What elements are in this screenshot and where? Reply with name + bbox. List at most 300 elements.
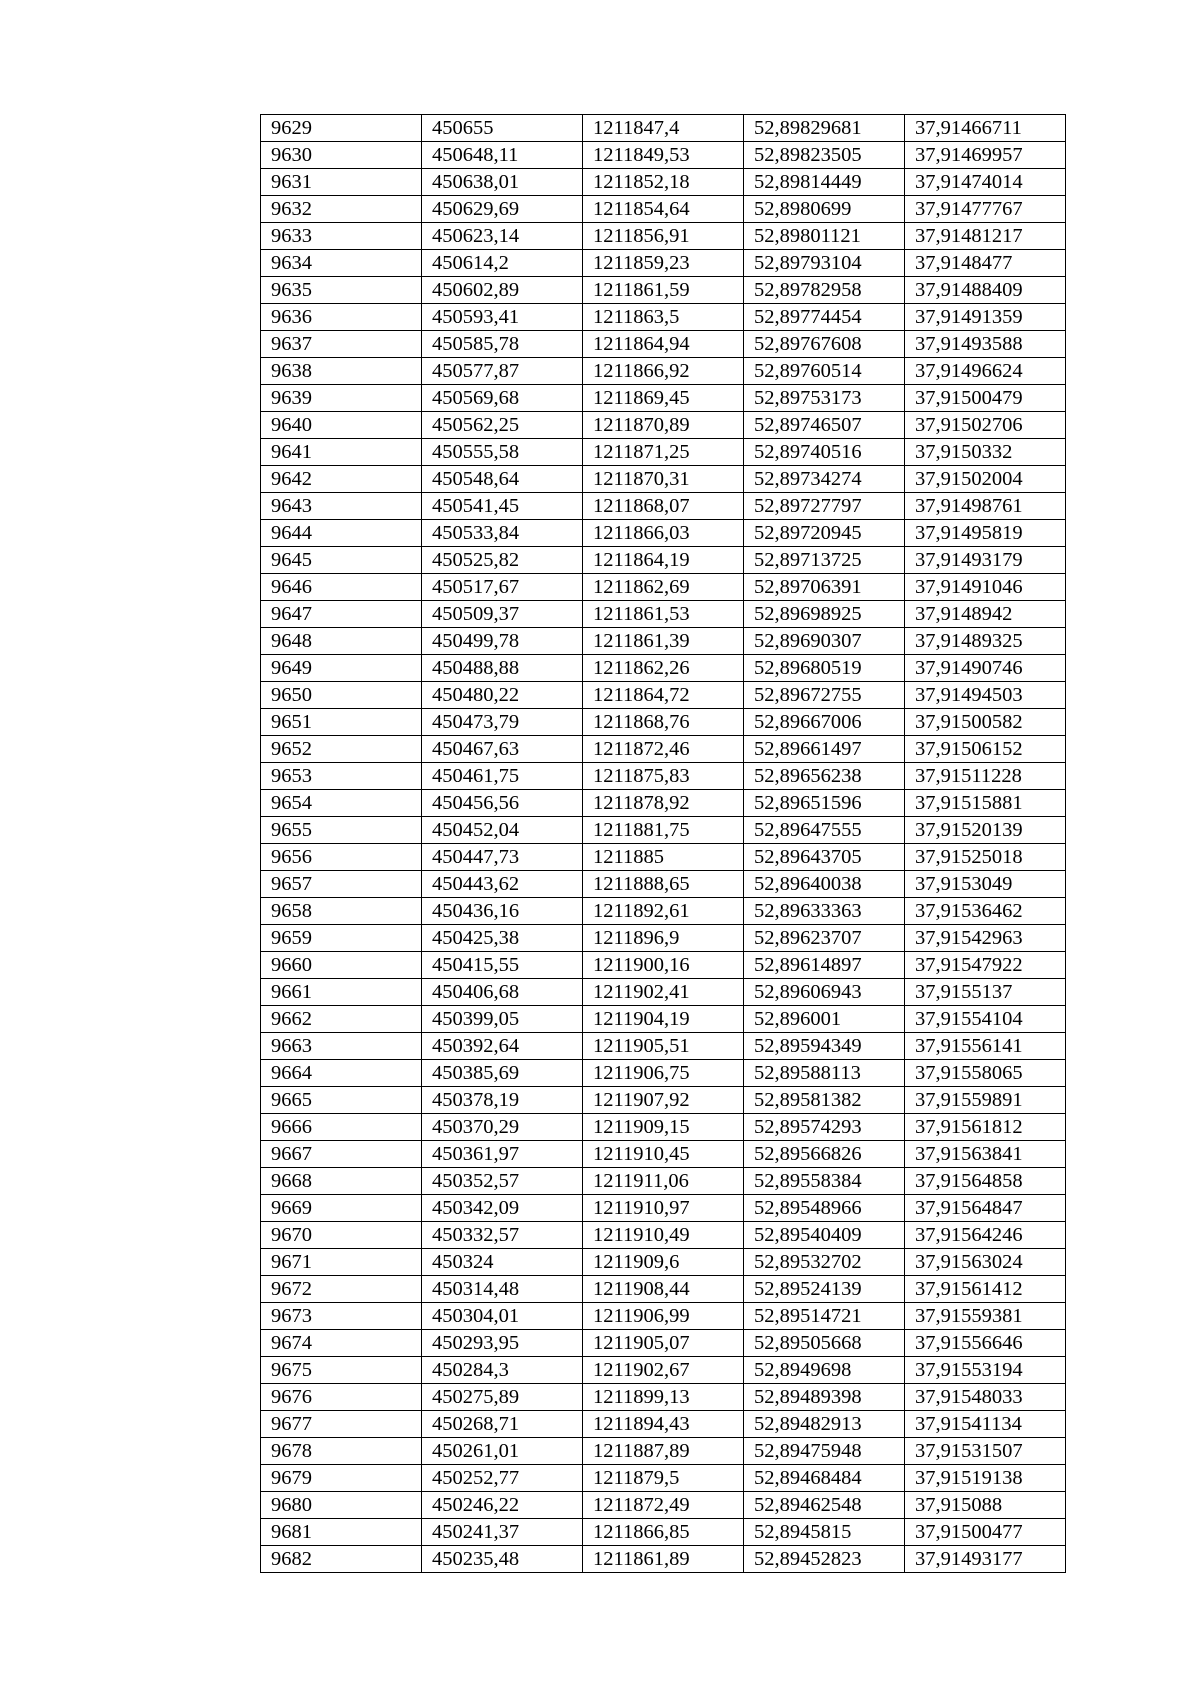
y-coordinate-cell: 1211868,07 [583,493,744,520]
x-coordinate-cell: 450509,37 [422,601,583,628]
y-coordinate-cell: 1211871,25 [583,439,744,466]
point-number-cell: 9673 [261,1303,422,1330]
y-coordinate-cell: 1211872,46 [583,736,744,763]
x-coordinate-cell: 450648,11 [422,142,583,169]
table-row [261,223,1066,250]
table-row [261,628,1066,655]
x-coordinate-cell: 450370,29 [422,1114,583,1141]
y-coordinate-cell: 1211859,23 [583,250,744,277]
x-coordinate-cell: 450392,64 [422,1033,583,1060]
latitude-cell: 52,89823505 [744,142,905,169]
latitude-cell: 52,89672755 [744,682,905,709]
point-number-cell: 9638 [261,358,422,385]
x-coordinate-cell: 450436,16 [422,898,583,925]
table-row [261,304,1066,331]
y-coordinate-cell: 1211869,45 [583,385,744,412]
x-coordinate-cell: 450577,87 [422,358,583,385]
latitude-cell: 52,89475948 [744,1438,905,1465]
latitude-cell: 52,89698925 [744,601,905,628]
latitude-cell: 52,89746507 [744,412,905,439]
longitude-cell: 37,9153049 [905,871,1066,898]
point-number-cell: 9680 [261,1492,422,1519]
point-number-cell: 9658 [261,898,422,925]
latitude-cell: 52,89753173 [744,385,905,412]
table-row [261,439,1066,466]
longitude-cell: 37,91481217 [905,223,1066,250]
latitude-cell: 52,89532702 [744,1249,905,1276]
y-coordinate-cell: 1211863,5 [583,304,744,331]
longitude-cell: 37,91488409 [905,277,1066,304]
x-coordinate-cell: 450314,48 [422,1276,583,1303]
table-row [261,790,1066,817]
x-coordinate-cell: 450614,2 [422,250,583,277]
x-coordinate-cell: 450246,22 [422,1492,583,1519]
table-row [261,1438,1066,1465]
y-coordinate-cell: 1211910,49 [583,1222,744,1249]
x-coordinate-cell: 450467,63 [422,736,583,763]
x-coordinate-cell: 450602,89 [422,277,583,304]
latitude-cell: 52,89767608 [744,331,905,358]
latitude-cell: 52,89782958 [744,277,905,304]
longitude-cell: 37,91520139 [905,817,1066,844]
latitude-cell: 52,89468484 [744,1465,905,1492]
table-row [261,601,1066,628]
x-coordinate-cell: 450342,09 [422,1195,583,1222]
latitude-cell: 52,89633363 [744,898,905,925]
longitude-cell: 37,91490746 [905,655,1066,682]
x-coordinate-cell: 450425,38 [422,925,583,952]
longitude-cell: 37,91559891 [905,1087,1066,1114]
longitude-cell: 37,91496624 [905,358,1066,385]
table-row [261,1519,1066,1546]
table-row [261,142,1066,169]
x-coordinate-cell: 450541,45 [422,493,583,520]
x-coordinate-cell: 450378,19 [422,1087,583,1114]
longitude-cell: 37,91474014 [905,169,1066,196]
latitude-cell: 52,89734274 [744,466,905,493]
longitude-cell: 37,91561412 [905,1276,1066,1303]
longitude-cell: 37,91489325 [905,628,1066,655]
point-number-cell: 9639 [261,385,422,412]
y-coordinate-cell: 1211881,75 [583,817,744,844]
latitude-cell: 52,89540409 [744,1222,905,1249]
table-row [261,277,1066,304]
coordinates-table-body [261,115,1066,1573]
x-coordinate-cell: 450352,57 [422,1168,583,1195]
longitude-cell: 37,91556646 [905,1330,1066,1357]
longitude-cell: 37,91548033 [905,1384,1066,1411]
latitude-cell: 52,89651596 [744,790,905,817]
longitude-cell: 37,91491046 [905,574,1066,601]
table-row [261,1465,1066,1492]
point-number-cell: 9629 [261,115,422,142]
x-coordinate-cell: 450241,37 [422,1519,583,1546]
x-coordinate-cell: 450284,3 [422,1357,583,1384]
point-number-cell: 9667 [261,1141,422,1168]
point-number-cell: 9668 [261,1168,422,1195]
x-coordinate-cell: 450415,55 [422,952,583,979]
longitude-cell: 37,91554104 [905,1006,1066,1033]
y-coordinate-cell: 1211866,03 [583,520,744,547]
point-number-cell: 9660 [261,952,422,979]
point-number-cell: 9678 [261,1438,422,1465]
x-coordinate-cell: 450569,68 [422,385,583,412]
x-coordinate-cell: 450638,01 [422,169,583,196]
longitude-cell: 37,91493177 [905,1546,1066,1573]
point-number-cell: 9644 [261,520,422,547]
longitude-cell: 37,91564847 [905,1195,1066,1222]
point-number-cell: 9643 [261,493,422,520]
point-number-cell: 9637 [261,331,422,358]
point-number-cell: 9636 [261,304,422,331]
longitude-cell: 37,91558065 [905,1060,1066,1087]
longitude-cell: 37,91491359 [905,304,1066,331]
y-coordinate-cell: 1211866,92 [583,358,744,385]
table-row [261,1060,1066,1087]
latitude-cell: 52,89774454 [744,304,905,331]
point-number-cell: 9651 [261,709,422,736]
latitude-cell: 52,89514721 [744,1303,905,1330]
x-coordinate-cell: 450585,78 [422,331,583,358]
point-number-cell: 9681 [261,1519,422,1546]
point-number-cell: 9642 [261,466,422,493]
table-row [261,1033,1066,1060]
latitude-cell: 52,896001 [744,1006,905,1033]
latitude-cell: 52,89656238 [744,763,905,790]
x-coordinate-cell: 450623,14 [422,223,583,250]
longitude-cell: 37,91493588 [905,331,1066,358]
longitude-cell: 37,91563024 [905,1249,1066,1276]
latitude-cell: 52,89462548 [744,1492,905,1519]
latitude-cell: 52,89706391 [744,574,905,601]
x-coordinate-cell: 450447,73 [422,844,583,871]
longitude-cell: 37,91500477 [905,1519,1066,1546]
latitude-cell: 52,89829681 [744,115,905,142]
x-coordinate-cell: 450562,25 [422,412,583,439]
x-coordinate-cell: 450385,69 [422,1060,583,1087]
x-coordinate-cell: 450593,41 [422,304,583,331]
longitude-cell: 37,91536462 [905,898,1066,925]
coordinates-table [260,114,1066,1573]
longitude-cell: 37,91500582 [905,709,1066,736]
longitude-cell: 37,91511228 [905,763,1066,790]
x-coordinate-cell: 450361,97 [422,1141,583,1168]
table-row [261,385,1066,412]
table-row [261,763,1066,790]
table-row [261,844,1066,871]
latitude-cell: 52,89727797 [744,493,905,520]
table-row [261,952,1066,979]
x-coordinate-cell: 450480,22 [422,682,583,709]
latitude-cell: 52,89814449 [744,169,905,196]
table-row [261,412,1066,439]
table-row [261,1330,1066,1357]
point-number-cell: 9641 [261,439,422,466]
longitude-cell: 37,9155137 [905,979,1066,1006]
point-number-cell: 9648 [261,628,422,655]
y-coordinate-cell: 1211861,59 [583,277,744,304]
point-number-cell: 9635 [261,277,422,304]
y-coordinate-cell: 1211861,39 [583,628,744,655]
y-coordinate-cell: 1211862,69 [583,574,744,601]
table-row [261,898,1066,925]
y-coordinate-cell: 1211909,15 [583,1114,744,1141]
x-coordinate-cell: 450473,79 [422,709,583,736]
table-row [261,574,1066,601]
table-row [261,1546,1066,1573]
table-row [261,736,1066,763]
table-row [261,169,1066,196]
x-coordinate-cell: 450517,67 [422,574,583,601]
y-coordinate-cell: 1211887,89 [583,1438,744,1465]
y-coordinate-cell: 1211861,89 [583,1546,744,1573]
y-coordinate-cell: 1211902,67 [583,1357,744,1384]
longitude-cell: 37,91466711 [905,115,1066,142]
y-coordinate-cell: 1211911,06 [583,1168,744,1195]
point-number-cell: 9665 [261,1087,422,1114]
table-row [261,682,1066,709]
x-coordinate-cell: 450406,68 [422,979,583,1006]
table-row [261,925,1066,952]
longitude-cell: 37,915088 [905,1492,1066,1519]
latitude-cell: 52,89588113 [744,1060,905,1087]
x-coordinate-cell: 450324 [422,1249,583,1276]
y-coordinate-cell: 1211862,26 [583,655,744,682]
y-coordinate-cell: 1211864,72 [583,682,744,709]
latitude-cell: 52,8945815 [744,1519,905,1546]
table-row [261,1087,1066,1114]
y-coordinate-cell: 1211907,92 [583,1087,744,1114]
table-row [261,331,1066,358]
y-coordinate-cell: 1211849,53 [583,142,744,169]
latitude-cell: 52,89548966 [744,1195,905,1222]
x-coordinate-cell: 450548,64 [422,466,583,493]
longitude-cell: 37,91547922 [905,952,1066,979]
latitude-cell: 52,89489398 [744,1384,905,1411]
longitude-cell: 37,91563841 [905,1141,1066,1168]
point-number-cell: 9663 [261,1033,422,1060]
y-coordinate-cell: 1211861,53 [583,601,744,628]
y-coordinate-cell: 1211879,5 [583,1465,744,1492]
table-row [261,1195,1066,1222]
longitude-cell: 37,91556141 [905,1033,1066,1060]
table-row [261,1114,1066,1141]
point-number-cell: 9645 [261,547,422,574]
latitude-cell: 52,8949698 [744,1357,905,1384]
x-coordinate-cell: 450499,78 [422,628,583,655]
x-coordinate-cell: 450443,62 [422,871,583,898]
x-coordinate-cell: 450456,56 [422,790,583,817]
point-number-cell: 9676 [261,1384,422,1411]
y-coordinate-cell: 1211905,51 [583,1033,744,1060]
longitude-cell: 37,91564858 [905,1168,1066,1195]
y-coordinate-cell: 1211910,45 [583,1141,744,1168]
y-coordinate-cell: 1211909,6 [583,1249,744,1276]
latitude-cell: 52,89690307 [744,628,905,655]
longitude-cell: 37,91477767 [905,196,1066,223]
latitude-cell: 52,89505668 [744,1330,905,1357]
longitude-cell: 37,91564246 [905,1222,1066,1249]
table-row [261,493,1066,520]
y-coordinate-cell: 1211900,16 [583,952,744,979]
longitude-cell: 37,9150332 [905,439,1066,466]
latitude-cell: 52,89566826 [744,1141,905,1168]
y-coordinate-cell: 1211870,89 [583,412,744,439]
point-number-cell: 9657 [261,871,422,898]
y-coordinate-cell: 1211888,65 [583,871,744,898]
table-row [261,520,1066,547]
y-coordinate-cell: 1211908,44 [583,1276,744,1303]
longitude-cell: 37,91561812 [905,1114,1066,1141]
point-number-cell: 9650 [261,682,422,709]
y-coordinate-cell: 1211868,76 [583,709,744,736]
y-coordinate-cell: 1211892,61 [583,898,744,925]
x-coordinate-cell: 450261,01 [422,1438,583,1465]
longitude-cell: 37,91498761 [905,493,1066,520]
latitude-cell: 52,89661497 [744,736,905,763]
point-number-cell: 9647 [261,601,422,628]
x-coordinate-cell: 450555,58 [422,439,583,466]
point-number-cell: 9671 [261,1249,422,1276]
longitude-cell: 37,91531507 [905,1438,1066,1465]
point-number-cell: 9640 [261,412,422,439]
table-row [261,655,1066,682]
x-coordinate-cell: 450332,57 [422,1222,583,1249]
y-coordinate-cell: 1211852,18 [583,169,744,196]
point-number-cell: 9631 [261,169,422,196]
y-coordinate-cell: 1211899,13 [583,1384,744,1411]
x-coordinate-cell: 450399,05 [422,1006,583,1033]
latitude-cell: 52,89558384 [744,1168,905,1195]
point-number-cell: 9653 [261,763,422,790]
point-number-cell: 9666 [261,1114,422,1141]
latitude-cell: 52,89640038 [744,871,905,898]
x-coordinate-cell: 450304,01 [422,1303,583,1330]
point-number-cell: 9654 [261,790,422,817]
point-number-cell: 9662 [261,1006,422,1033]
point-number-cell: 9670 [261,1222,422,1249]
longitude-cell: 37,91494503 [905,682,1066,709]
longitude-cell: 37,91506152 [905,736,1066,763]
longitude-cell: 37,91541134 [905,1411,1066,1438]
longitude-cell: 37,91559381 [905,1303,1066,1330]
table-row [261,1249,1066,1276]
table-row [261,466,1066,493]
point-number-cell: 9649 [261,655,422,682]
x-coordinate-cell: 450488,88 [422,655,583,682]
latitude-cell: 52,89524139 [744,1276,905,1303]
y-coordinate-cell: 1211856,91 [583,223,744,250]
y-coordinate-cell: 1211864,19 [583,547,744,574]
longitude-cell: 37,9148942 [905,601,1066,628]
longitude-cell: 37,91519138 [905,1465,1066,1492]
longitude-cell: 37,91525018 [905,844,1066,871]
point-number-cell: 9634 [261,250,422,277]
longitude-cell: 37,91553194 [905,1357,1066,1384]
y-coordinate-cell: 1211866,85 [583,1519,744,1546]
latitude-cell: 52,89680519 [744,655,905,682]
latitude-cell: 52,89574293 [744,1114,905,1141]
y-coordinate-cell: 1211906,99 [583,1303,744,1330]
longitude-cell: 37,91495819 [905,520,1066,547]
x-coordinate-cell: 450252,77 [422,1465,583,1492]
y-coordinate-cell: 1211894,43 [583,1411,744,1438]
longitude-cell: 37,91502004 [905,466,1066,493]
longitude-cell: 37,91515881 [905,790,1066,817]
y-coordinate-cell: 1211910,97 [583,1195,744,1222]
point-number-cell: 9655 [261,817,422,844]
x-coordinate-cell: 450629,69 [422,196,583,223]
x-coordinate-cell: 450235,48 [422,1546,583,1573]
table-row [261,817,1066,844]
longitude-cell: 37,91502706 [905,412,1066,439]
table-row [261,1168,1066,1195]
point-number-cell: 9659 [261,925,422,952]
table-row [261,358,1066,385]
point-number-cell: 9652 [261,736,422,763]
y-coordinate-cell: 1211902,41 [583,979,744,1006]
y-coordinate-cell: 1211875,83 [583,763,744,790]
latitude-cell: 52,89760514 [744,358,905,385]
point-number-cell: 9646 [261,574,422,601]
x-coordinate-cell: 450452,04 [422,817,583,844]
x-coordinate-cell: 450525,82 [422,547,583,574]
point-number-cell: 9674 [261,1330,422,1357]
latitude-cell: 52,89482913 [744,1411,905,1438]
longitude-cell: 37,9148477 [905,250,1066,277]
point-number-cell: 9675 [261,1357,422,1384]
latitude-cell: 52,89801121 [744,223,905,250]
table-row [261,1303,1066,1330]
table-row [261,709,1066,736]
latitude-cell: 52,89606943 [744,979,905,1006]
latitude-cell: 52,89647555 [744,817,905,844]
table-row [261,1141,1066,1168]
latitude-cell: 52,89667006 [744,709,905,736]
latitude-cell: 52,89452823 [744,1546,905,1573]
point-number-cell: 9664 [261,1060,422,1087]
y-coordinate-cell: 1211904,19 [583,1006,744,1033]
y-coordinate-cell: 1211905,07 [583,1330,744,1357]
x-coordinate-cell: 450655 [422,115,583,142]
table-row [261,547,1066,574]
point-number-cell: 9656 [261,844,422,871]
table-row [261,1276,1066,1303]
latitude-cell: 52,89581382 [744,1087,905,1114]
point-number-cell: 9669 [261,1195,422,1222]
latitude-cell: 52,89614897 [744,952,905,979]
latitude-cell: 52,89720945 [744,520,905,547]
y-coordinate-cell: 1211896,9 [583,925,744,952]
x-coordinate-cell: 450461,75 [422,763,583,790]
table-row [261,979,1066,1006]
latitude-cell: 52,89740516 [744,439,905,466]
table-row [261,1384,1066,1411]
point-number-cell: 9682 [261,1546,422,1573]
point-number-cell: 9632 [261,196,422,223]
longitude-cell: 37,91493179 [905,547,1066,574]
point-number-cell: 9677 [261,1411,422,1438]
latitude-cell: 52,89623707 [744,925,905,952]
table-row [261,1357,1066,1384]
longitude-cell: 37,91542963 [905,925,1066,952]
latitude-cell: 52,8980699 [744,196,905,223]
point-number-cell: 9661 [261,979,422,1006]
y-coordinate-cell: 1211847,4 [583,115,744,142]
y-coordinate-cell: 1211870,31 [583,466,744,493]
y-coordinate-cell: 1211906,75 [583,1060,744,1087]
x-coordinate-cell: 450533,84 [422,520,583,547]
